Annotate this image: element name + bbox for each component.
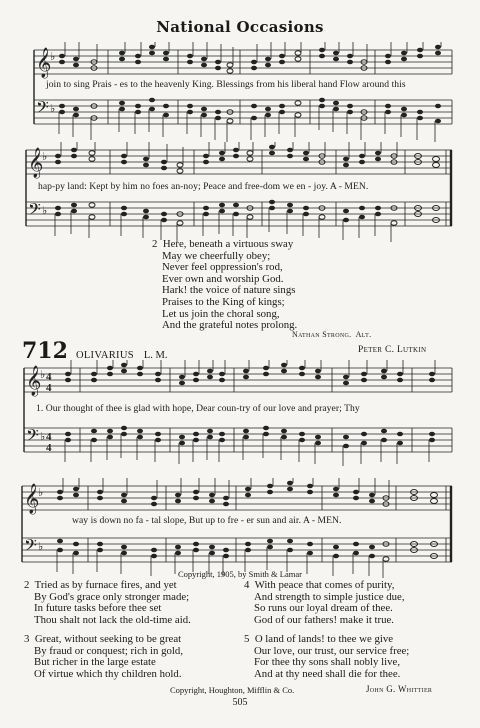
verse-line: Thou shalt not lack the old-time aid. [34,613,191,626]
verse-number: 2 [152,238,158,250]
text-copyright: Copyright, Houghton, Mifflin & Co. [170,685,295,695]
svg-text:𝄢: 𝄢 [24,535,37,559]
svg-text:♭: ♭ [38,541,44,553]
verse-line: For thee thy sons shall nobly live, [254,656,401,669]
verse-line: Praises to the King of kings; [162,295,285,308]
hymn712-lyric-line-1: 1. Our thought of thee is glad with hope, Dear coun-try of our love and prayer; Thy [36,403,360,414]
hymn712-verse-3 [24,634,183,680]
svg-text:♭: ♭ [50,51,56,63]
verse-line: So runs our loyal dream of thee. [254,602,393,615]
verse-line: 4 With peace that comes of purity, [244,579,395,591]
verse-number: 4 [244,579,250,591]
hymn712-author: John G. Whittier [366,684,433,694]
svg-text:4: 4 [46,442,52,454]
svg-text:𝄢: 𝄢 [36,97,49,121]
verse-number: 3 [24,633,30,645]
hymn711-lyric-line-2: hap-py land: Kept by him no foes an-noy; Peace and free-dom we en - joy. A - MEN. [38,181,369,192]
verse-line: Ever own and worship God. [162,272,284,285]
verse-line: Of virtue which thy children hold. [34,667,182,680]
verse-line: And the grateful notes prolong. [162,319,298,332]
verse-line: By fraud or conquest; rich in gold, [34,644,184,657]
verse-line: 2 Tried as by furnace fires, and yet [24,579,177,591]
hymn712-composer: Peter C. Lutkin [358,345,427,355]
verse-number: 5 [244,633,250,645]
hymn711-verse-2 [152,239,297,332]
verse-line: May we cheerfully obey; [162,249,271,262]
svg-text:4: 4 [46,431,52,443]
svg-text:𝄞: 𝄞 [24,484,40,514]
svg-text:♭: ♭ [38,487,44,499]
svg-text:𝄞: 𝄞 [28,148,44,178]
verse-line: And strength to simple justice due, [254,590,405,603]
svg-text:4: 4 [46,382,52,394]
hymn712-verse-5 [244,634,409,680]
page-number: 505 [232,697,248,708]
hymn712-verse-4 [244,580,405,626]
svg-text:♭: ♭ [42,151,48,163]
verse-line: Our love, our trust, our service free; [254,644,410,657]
hymn712-verse-2 [24,580,191,626]
verse-line: 3 Great, without seeking to be great [24,633,182,645]
svg-text:♭: ♭ [40,431,46,443]
svg-text:♭: ♭ [42,205,48,217]
svg-text:𝄞: 𝄞 [36,48,52,78]
svg-text:𝄞: 𝄞 [26,366,42,396]
hymn711-lyric-line-1: join to sing Prais - es to the heavenly King. Blessings from his liberal hand Flow around this [46,79,406,90]
verse-line: And at thy need shall die for thee. [254,667,401,680]
verse-line: God of our fathers! make it true. [254,613,395,626]
hymn711-author-credit: Nathan Strong. Alt. [292,330,372,339]
verse-line: 5 O land of lands! to thee we give [244,633,394,645]
hymn-number: 712 [22,338,68,364]
tune-name: OLIVARIUS [75,350,134,361]
verse-line: But richer in the large estate [34,656,156,669]
music-system-3 [0,360,480,470]
verse-text: Here, beneath a virtuous sway [162,238,294,250]
verse-line: Let us join the choral song, [162,307,280,320]
verse-line: In future tasks before thee set [34,602,162,615]
page-header-title: National Occasions [156,18,324,36]
verse-line: Never feel oppression's rod, [162,261,283,274]
music-system-2 [0,142,480,242]
verse-line [152,239,297,251]
svg-text:4: 4 [46,371,52,383]
music-copyright: Copyright, 1905, by Smith & Lamar [178,569,302,579]
svg-text:♭: ♭ [40,369,46,381]
verse-line: By God's grace only stronger made; [34,590,190,603]
tune-meter: L. M. [143,350,168,361]
svg-text:𝄢: 𝄢 [28,199,41,223]
svg-text:♭: ♭ [50,103,56,115]
verse-line: Hark! the voice of nature sings [162,284,296,297]
hymn712-lyric-line-2: way is down no fa - tal slope, But up to fre - er sun and air. A - MEN. [72,515,342,526]
svg-text:𝄢: 𝄢 [26,425,39,449]
verse-number: 2 [24,579,30,591]
